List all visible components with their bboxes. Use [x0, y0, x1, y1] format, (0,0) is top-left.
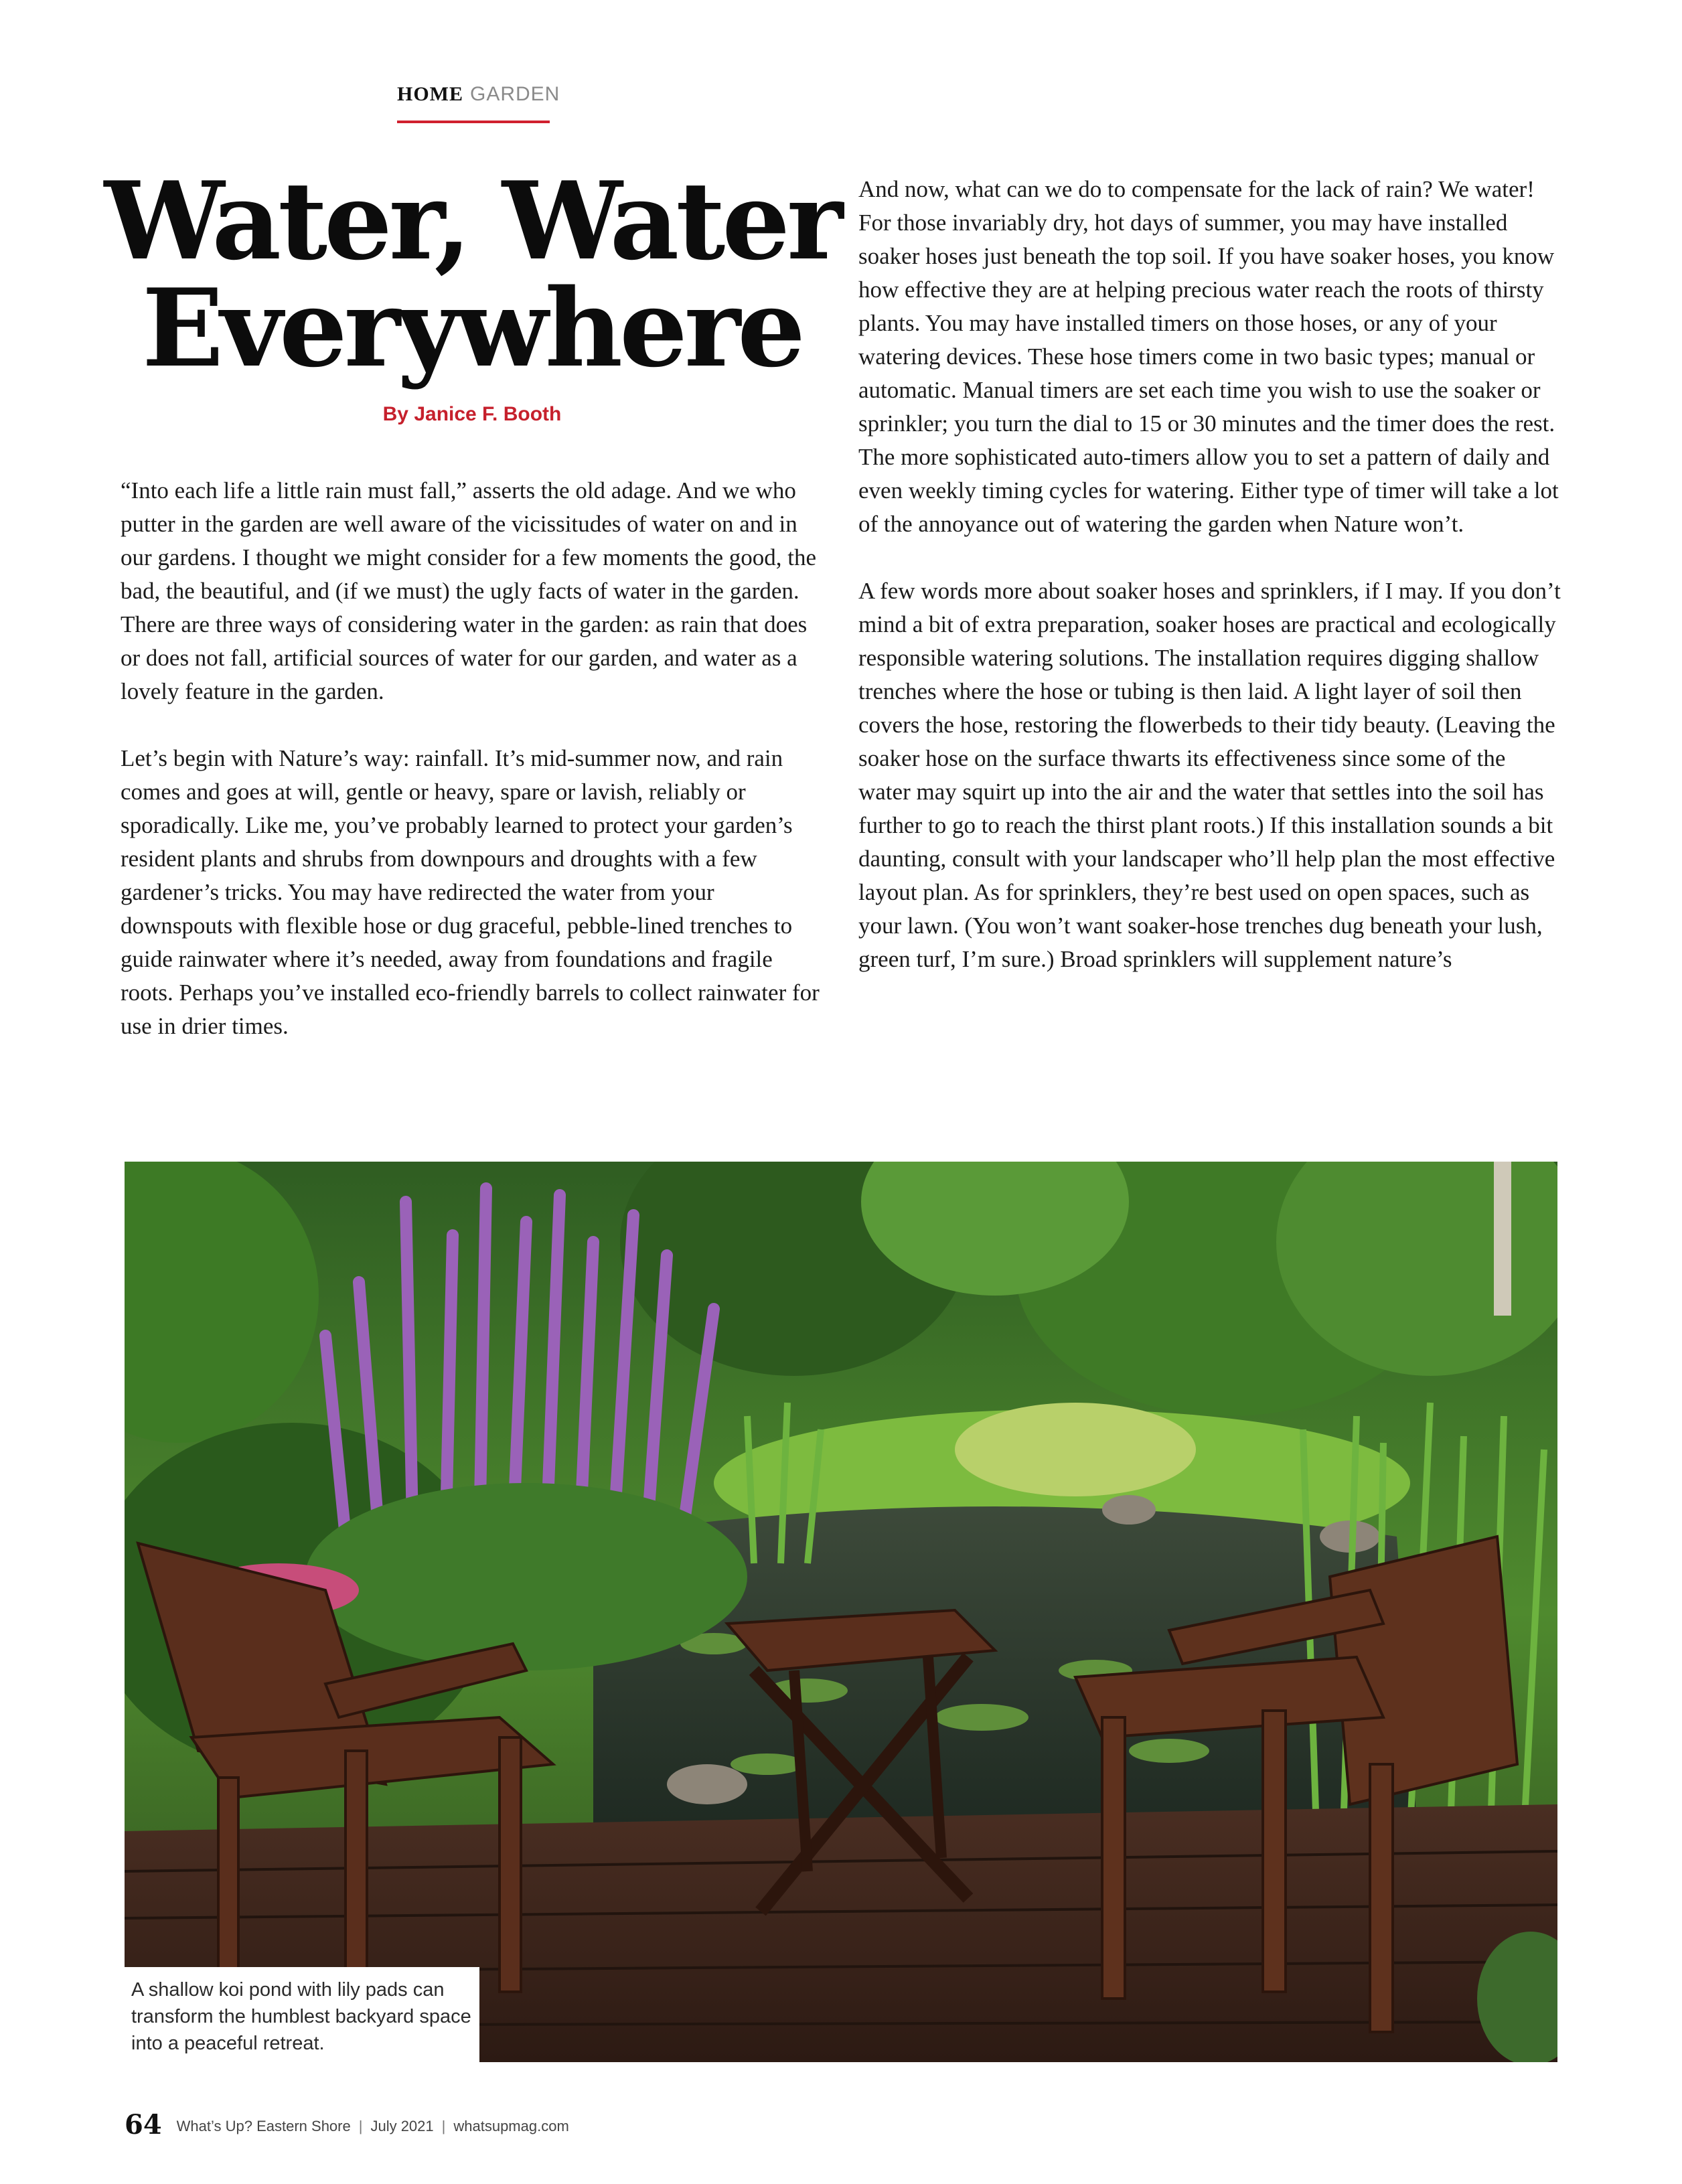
publication-name: What’s Up? Eastern Shore: [176, 2118, 351, 2134]
footer-separator: |: [441, 2118, 446, 2134]
page-number: 64: [125, 2109, 162, 2140]
left-column: [121, 474, 825, 1077]
caption-box: [125, 1967, 479, 2062]
paragraph: And now, what can we do to compensate for the lack of rain? We water! For those invariably dry, hot days of summer, you may have installed soaker hoses just beneath the top soil. If you have soaker hoses, you know how effective they are at helping precious water reach the roots of thirsty plants. You may have installed timers on those hoses, or any of your watering devices. These hose timers come in two basic types; manual or automatic. Manual timers are set each time you wish to use the soaker or sprinkler; you turn the dial to 15 or 30 minutes and the timer does the rest. The more sophisticated auto-timers allow you to set a pattern of daily and even weekly timing cycles for watering. Either type of timer will take a lot of the annoyance out of watering the garden when Nature won’t.: [858, 176, 1559, 537]
photo-caption: A shallow koi pond with lily pads can transform the humblest backyard space into a peaceful retreat.: [131, 1979, 471, 2054]
right-column: [858, 173, 1561, 1010]
article-title-line-2: Everywhere: [142, 265, 802, 391]
garden-pond-photo: [125, 1162, 1557, 2062]
article-title: [94, 158, 850, 391]
footer-separator: |: [358, 2118, 363, 2134]
website-link[interactable]: whatsupmag.com: [453, 2118, 569, 2134]
section-primary: HOME: [397, 83, 463, 105]
section-rule: [397, 121, 550, 123]
section-tag: [397, 83, 560, 106]
section-secondary: GARDEN: [470, 83, 560, 105]
article-title-line-1: Water, Water: [104, 158, 840, 284]
article-byline: By Janice F. Booth: [382, 403, 562, 425]
page-footer: [125, 2109, 569, 2140]
paragraph: Let’s begin with Nature’s way: rainfall. It’s mid-summer now, and rain comes and goes at will, gentle or heavy, spare or lavish, reliably or sporadically. Like me, you’ve probably learned to protect your garden’s resident plants and shrubs from downpours and droughts with a few gardener’s tricks. You may have redirected the water from your downspouts with flexible hose or dug graceful, pebble-lined trenches to guide rainwater where it’s needed, away from foundations and fragile roots. Perhaps you’ve installed eco-friendly barrels to collect rainwater for use in drier times.: [121, 745, 820, 1039]
paragraph: A few words more about soaker hoses and sprinklers, if I may. If you don’t mind a bit of extra preparation, soaker hoses are practical and ecologically responsible watering solutions. The installation requires digging shallow trenches where the hose or tubing is then laid. A light layer of soil then covers the hose, restoring the flowerbeds to their tidy beauty. (Leaving the soaker hose on the surface thwarts its effectiveness since some of the water may squirt up into the air and the water that settles into the soil has further to go to reach the thirst plant roots.) If this installation sounds a bit daunting, consult with your landscaper who’ll help plan the most effective layout plan. As for sprinklers, they’re best used on open spaces, such as your lawn. (You won’t want soaker-hose trenches dug beneath your lush, green turf, I’m sure.) Broad sprinklers will supplement nature’s: [858, 578, 1561, 972]
paragraph: “Into each life a little rain must fall,” asserts the old adage. And we who putter in the garden are well aware of the vicissitudes of water on and in our gardens. I thought we might consider for a few moments the good, the bad, the beautiful, and (if we must) the ugly facts of water in the garden. There are three ways of considering water in the garden: as rain that does or does not fall, artificial sources of water for our garden, and water as a lovely feature in the garden.: [121, 477, 817, 704]
issue-date: July 2021: [370, 2118, 434, 2134]
